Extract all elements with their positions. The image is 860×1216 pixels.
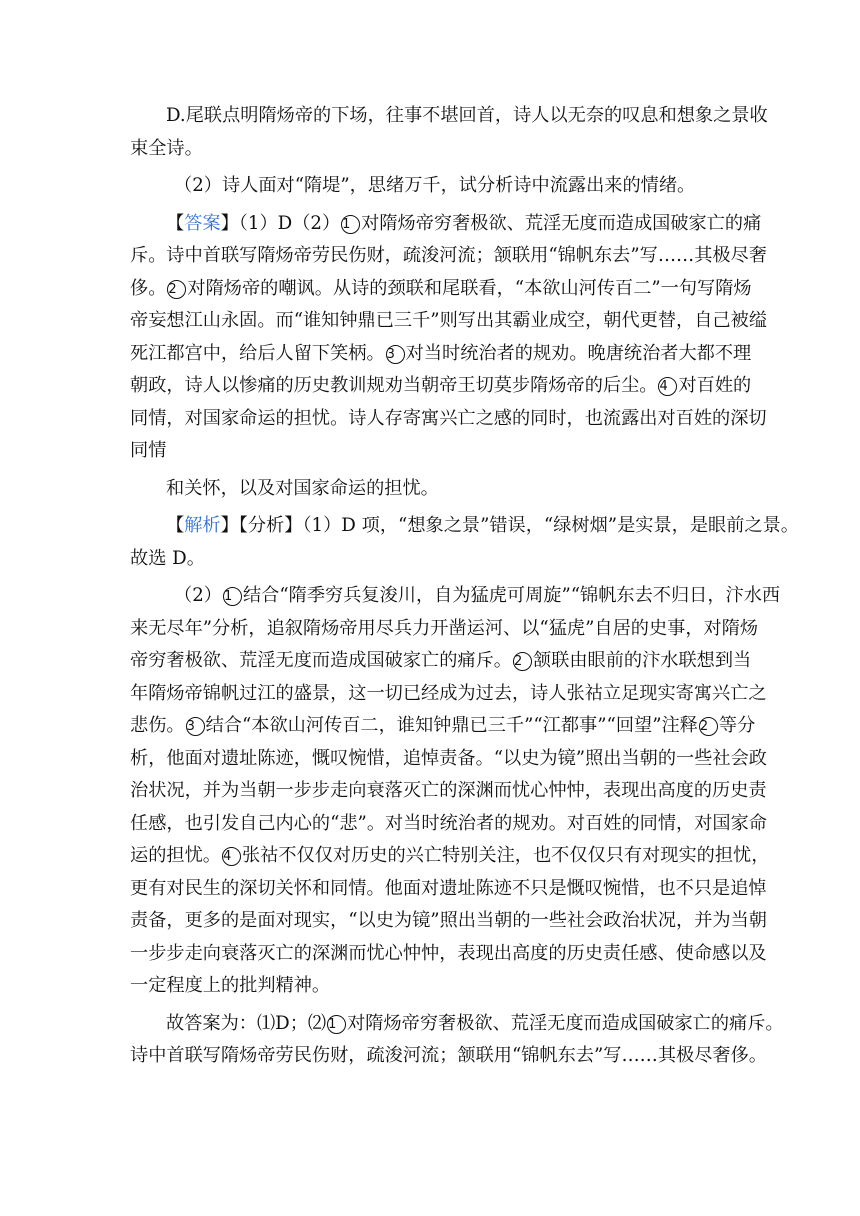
text-line-analysis-14: [130, 938, 767, 971]
text-line-analysis-10: [130, 808, 767, 841]
text-line-final-2: [130, 1040, 767, 1073]
text-line-question-2: [130, 170, 730, 203]
circled-number: 2: [699, 717, 718, 736]
text-run: 侈。: [130, 277, 167, 299]
text-line-answer-7: [130, 403, 767, 436]
text-run: 悲伤。: [130, 715, 185, 736]
text-run: 对隋炀帝穷奢极欲、荒淫无度而造成国破家亡的痛斥。: [347, 1012, 784, 1034]
text-line-analysis-6: [130, 678, 767, 711]
text-line-answer-3: [130, 273, 752, 306]
text-run: 任感，也引发自己内心的“悲”。对当时统治者的规劝。对百姓的同情，对国家命: [130, 812, 767, 834]
text-run: 来无尽年”分析，追叙隋炀帝用尽兵力开凿运河、以“猛虎”自居的史事，对隋炀: [130, 617, 759, 639]
text-run: 斥。诗中首联写隋炀帝劳民伤财，疏浚河流；颔联用“锦帆东去”写……其极尽奢: [130, 245, 767, 266]
text-run: 治状况，并为当朝一步步走向衰落灭亡的深渊而忧心忡忡，表现出高度的历史责: [130, 780, 767, 801]
text-run: 一步步走向衰落灭亡的深渊而忧心忡忡，表现出高度的历史责任感、使命感以及: [130, 942, 767, 964]
text-run: 对隋炀帝穷奢极欲、荒淫无度而造成国破家亡的痛: [361, 212, 762, 234]
circled-number: 3: [386, 345, 405, 364]
text-run: 颔联由眼前的汴水联想到当: [532, 650, 752, 671]
text-run: 和关怀，以及对国家命运的担忧。: [166, 477, 439, 499]
text-run: 析，他面对遗址陈迹，慨叹惋惜，追悼责备。“以史为镜”照出当朝的一些社会政: [130, 747, 767, 769]
text-run: 【: [166, 515, 185, 536]
circled-number: 1: [341, 215, 360, 234]
text-line-answer-6: [130, 370, 752, 403]
text-run: 一定程度上的批判精神。: [130, 975, 331, 996]
text-line-analysis-4: [130, 613, 759, 646]
text-line-option-d-1: [130, 100, 768, 133]
text-line-analysis-15: [130, 970, 730, 1003]
text-run: 故选 D。: [130, 547, 205, 569]
text-line-analysis-7: [130, 710, 756, 743]
section-label: 答案: [184, 212, 221, 234]
text-line-analysis-2: [130, 543, 730, 576]
text-run: 帝妄想江山永固。而“谁知钟鼎已三千”则写出其霸业成空，朝代更替，自己被缢: [130, 310, 767, 331]
circled-number: 1: [223, 587, 242, 606]
text-line-answer-5: [130, 338, 752, 371]
text-line-answer-9: [130, 473, 730, 506]
text-run: 更有对民生的深切关怀和同情。他面对遗址陈迹不只是慨叹惋惜，也不只是追悼: [130, 877, 767, 899]
text-run: 】【分析】（1）D 项，“想象之景”错误，“绿树烟”是实景，是眼前之景。: [220, 515, 799, 536]
text-run: 对百姓的: [678, 375, 752, 396]
circled-number: 2: [167, 280, 186, 299]
text-line-analysis-13: [130, 905, 767, 938]
text-line-answer-8: [130, 435, 730, 468]
text-run: 结合“本欲山河传百二，谁知钟鼎已三千”“江都事”“回望”注释: [205, 715, 698, 736]
text-run: D.尾联点明隋炀帝的下场，往事不堪回首，诗人以无奈的叹息和想象之景收: [166, 105, 768, 126]
text-line-option-d-2: [130, 133, 730, 166]
text-run: 束全诗。: [130, 137, 203, 159]
section-label: 解析: [184, 515, 221, 536]
text-run: 朝政，诗人以惨痛的历史教训规劝当朝帝王切莫步隋炀帝的后尘。: [130, 375, 658, 396]
text-run: 对当时统治者的规劝。晚唐统治者大都不理: [405, 342, 752, 364]
text-run: （2）诗人面对“隋堤”，思绪万千，试分析诗中流露出来的情绪。: [174, 175, 696, 196]
text-line-answer-4: [130, 305, 767, 338]
text-line-analysis-8: [130, 743, 767, 776]
text-line-analysis-11: [130, 840, 770, 873]
text-run: 运的担忧。: [130, 845, 221, 866]
text-run: 故答案为：⑴D；⑵: [166, 1012, 327, 1034]
text-run: 死江都宫中，给后人留下笑柄。: [130, 342, 385, 364]
text-line-analysis-3: [130, 580, 781, 613]
text-run: 责备，更多的是面对现实，“以史为镜”照出当朝的一些社会政治状况，并为当朝: [130, 910, 767, 931]
text-run: 年隋炀帝锦帆过江的盛景，这一切已经成为过去，诗人张祜立足现实寄寓兴亡之: [130, 682, 767, 704]
circled-number: 1: [327, 1015, 346, 1034]
text-run: 诗中首联写隋炀帝劳民伤财，疏浚河流；颔联用“锦帆东去”写……其极尽奢侈。: [130, 1045, 767, 1066]
text-run: 】（1）D（2）: [220, 212, 341, 234]
circled-number: 2: [513, 652, 532, 671]
text-line-analysis-9: [130, 775, 767, 808]
text-line-answer-2: [130, 240, 767, 273]
text-run: 张祜不仅仅对历史的兴亡特别关注，也不仅仅只有对现实的担忧，: [241, 845, 770, 866]
text-run: 对隋炀帝的嘲讽。从诗的颈联和尾联看，“本欲山河传百二”一句写隋炀: [187, 277, 752, 299]
text-line-final-1: [130, 1008, 784, 1041]
circled-number: 4: [222, 847, 241, 866]
document-page: [130, 100, 799, 1073]
text-run: 同情: [130, 440, 167, 461]
circled-number: 3: [186, 717, 205, 736]
text-line-answer-1: [130, 208, 762, 241]
text-line-analysis-12: [130, 873, 767, 906]
text-run: 帝穷奢极欲、荒淫无度而造成国破家亡的痛斥。: [130, 650, 512, 671]
text-run: 【: [166, 212, 185, 234]
text-run: （2）: [174, 585, 222, 606]
text-line-analysis-5: [130, 645, 752, 678]
text-line-analysis-1: [130, 510, 799, 543]
text-run: 等分: [718, 715, 756, 736]
text-run: 结合“隋季穷兵复浚川，自为猛虎可周旋”“锦帆东去不归日，汴水西: [242, 585, 781, 606]
text-run: 同情，对国家命运的担忧。诗人存寄寓兴亡之感的同时，也流露出对百姓的深切: [130, 407, 767, 429]
circled-number: 4: [658, 377, 677, 396]
